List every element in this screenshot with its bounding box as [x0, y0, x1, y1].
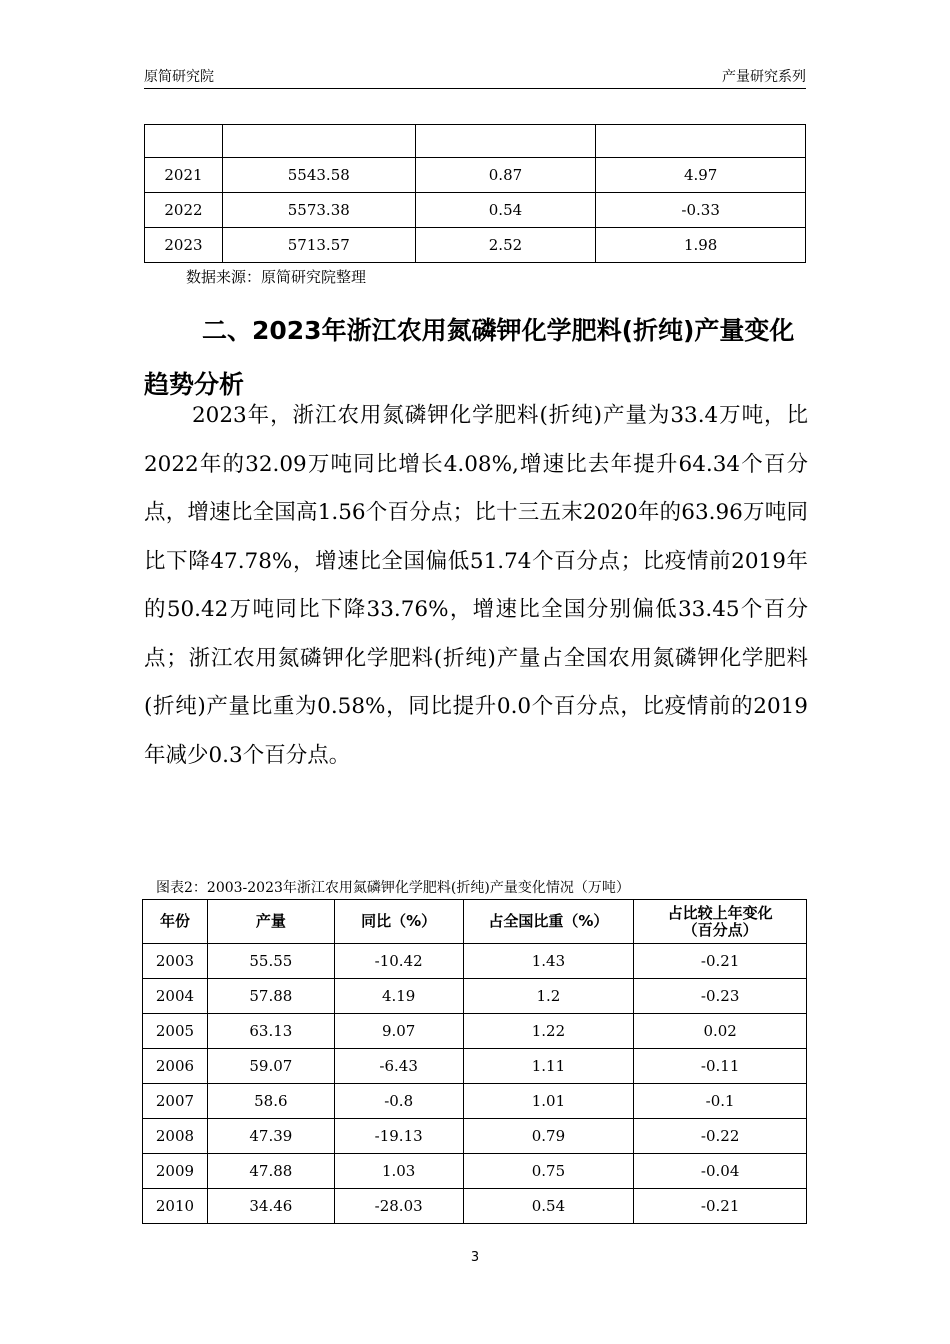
table-row — [145, 125, 806, 158]
table-cell: -0.1 — [634, 1084, 807, 1119]
table-cell: -28.03 — [334, 1189, 463, 1224]
table-cell: 57.88 — [207, 979, 334, 1014]
header-org: 原简研究院 — [144, 69, 214, 85]
table-cell: 2008 — [143, 1119, 208, 1154]
table-cell: 59.07 — [207, 1049, 334, 1084]
table-cell: 2007 — [143, 1084, 208, 1119]
header-line: （百分点） — [682, 920, 758, 939]
table-cell: 2.52 — [415, 228, 596, 263]
table-cell: 5573.38 — [222, 193, 415, 228]
table-cell: -0.33 — [596, 193, 806, 228]
table-row — [143, 979, 807, 1014]
table-cell: 4.19 — [334, 979, 463, 1014]
table-header-row — [143, 900, 807, 944]
table-caption: 图表2：2003-2023年浙江农用氮磷钾化学肥料(折纯)产量变化情况（万吨） — [156, 880, 630, 896]
header-line: 占比较上年变化 — [667, 903, 773, 922]
table-cell: 1.22 — [463, 1014, 634, 1049]
table-row — [143, 1014, 807, 1049]
table-row — [143, 1119, 807, 1154]
table-cell: 2004 — [143, 979, 208, 1014]
column-header-share: 占全国比重（%） — [463, 900, 634, 944]
table-cell: 2006 — [143, 1049, 208, 1084]
table-cell: 5543.58 — [222, 158, 415, 193]
table-cell: -10.42 — [334, 944, 463, 979]
table-row — [143, 1049, 807, 1084]
table-cell: 2023 — [145, 228, 223, 263]
table-row — [145, 158, 806, 193]
table-cell: -0.04 — [634, 1154, 807, 1189]
table-cell: -0.21 — [634, 1189, 807, 1224]
table-cell: 5713.57 — [222, 228, 415, 263]
table-cell: 2003 — [143, 944, 208, 979]
table-cell: -0.22 — [634, 1119, 807, 1154]
page-number: 3 — [470, 1250, 480, 1265]
table-row — [143, 1154, 807, 1189]
table-cell: 1.43 — [463, 944, 634, 979]
table-cell: 1.11 — [463, 1049, 634, 1084]
table-cell: 4.97 — [596, 158, 806, 193]
table-cell: -0.21 — [634, 944, 807, 979]
table-cell: 58.6 — [207, 1084, 334, 1119]
table-cell: 63.13 — [207, 1014, 334, 1049]
header-series: 产量研究系列 — [722, 69, 806, 85]
table-cell: 2022 — [145, 193, 223, 228]
table-cell: 0.54 — [463, 1189, 634, 1224]
table-cell: 34.46 — [207, 1189, 334, 1224]
table-cell: 0.79 — [463, 1119, 634, 1154]
section-heading: 二、2023年浙江农用氮磷钾化学肥料(折纯)产量变化趋势分析 — [144, 316, 795, 399]
output-change-table — [142, 899, 807, 1224]
data-source-note: 数据来源：原简研究院整理 — [186, 268, 367, 286]
body-paragraph: 2023年，浙江农用氮磷钾化学肥料(折纯)产量为33.4万吨，比2022年的32.09万吨同比增长4.08%,增速比去年提升64.34个百分点，增速比全国高1.56个百分点；比十三五末2020年的63.96万吨同比下降47.78%，增速比全国偏低51.74个百分点；比疫情前2019年的50.42万吨同比下降33.76%，增速比全国分别偏低33.45个百分点；浙江农用氮磷钾化学肥料(折纯)产量占全国农用氮磷钾化学肥料(折纯)产量比重为0.58%，同比提升0.0个百分点，比疫情前的2019年减少0.3个百分点。 — [144, 403, 808, 768]
table-cell: 55.55 — [207, 944, 334, 979]
table-cell: -6.43 — [334, 1049, 463, 1084]
table-cell: 0.87 — [415, 158, 596, 193]
table-cell: 9.07 — [334, 1014, 463, 1049]
table-row — [145, 193, 806, 228]
table-cell: 0.75 — [463, 1154, 634, 1189]
table-cell: 1.01 — [463, 1084, 634, 1119]
column-header-share-change — [634, 900, 807, 944]
page-header — [144, 66, 806, 89]
table-row — [143, 944, 807, 979]
table-cell: 0.54 — [415, 193, 596, 228]
table-cell: 1.2 — [463, 979, 634, 1014]
table-cell: -0.23 — [634, 979, 807, 1014]
column-header-year: 年份 — [143, 900, 208, 944]
table-cell: -0.11 — [634, 1049, 807, 1084]
yearly-output-table-continued — [144, 124, 806, 263]
table-cell: 1.03 — [334, 1154, 463, 1189]
table-cell: 2021 — [145, 158, 223, 193]
table-cell: 47.88 — [207, 1154, 334, 1189]
table-cell: -19.13 — [334, 1119, 463, 1154]
table-cell: 47.39 — [207, 1119, 334, 1154]
table-body — [143, 944, 807, 1224]
table-cell: 2010 — [143, 1189, 208, 1224]
column-header-yoy: 同比（%） — [334, 900, 463, 944]
table-cell: 2009 — [143, 1154, 208, 1189]
table-row — [143, 1189, 807, 1224]
table-cell: 0.02 — [634, 1014, 807, 1049]
table-row — [143, 1084, 807, 1119]
table-cell: 2005 — [143, 1014, 208, 1049]
table-cell: 1.98 — [596, 228, 806, 263]
table-row — [145, 228, 806, 263]
table-cell: -0.8 — [334, 1084, 463, 1119]
column-header-output: 产量 — [207, 900, 334, 944]
